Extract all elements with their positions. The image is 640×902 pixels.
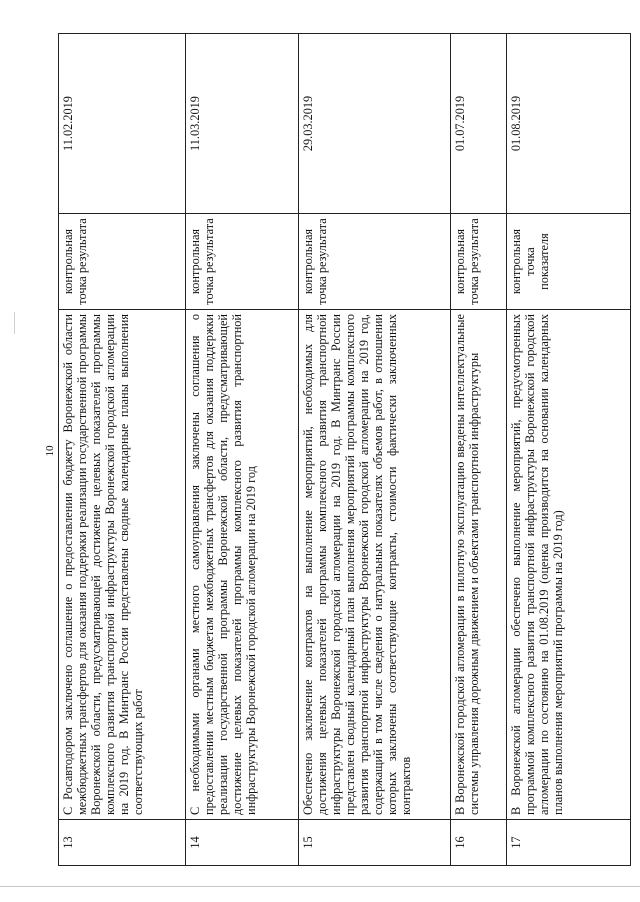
row-date: 11.02.2019 xyxy=(59,34,186,214)
row-number: 16 xyxy=(451,820,507,866)
table-row xyxy=(186,34,299,866)
table-row xyxy=(59,34,186,866)
row-kind: контрольная точка результата xyxy=(299,214,451,310)
row-kind: контрольная точка результата xyxy=(186,214,299,310)
control-points-table xyxy=(58,33,631,866)
row-kind: контрольная точка результата xyxy=(451,214,507,310)
row-number: 17 xyxy=(507,820,631,866)
row-description: С Росавтодором заключено соглашение о предоставлении бюджету Воронежской области межбюджетных трансфертов для оказания поддержки реализации государственной программы Воронежской области, предусматривающей достижение целевых показателей программы комплексного развития транспортной инфраструктуры Воронежской городской агломерации на 2019 год. В Минтранс России представлены сводные календарные планы выполнения соответствующих работ xyxy=(59,310,186,820)
row-number: 14 xyxy=(186,820,299,866)
row-number: 13 xyxy=(59,820,186,866)
row-description: В Воронежской городской агломерации в пилотную эксплуатацию введены интеллектуальные системы управления дорожным движением и объектами транспортной инфраструктуры xyxy=(451,310,507,820)
table-row xyxy=(299,34,451,866)
row-date: 01.08.2019 xyxy=(507,34,631,214)
binding-mark xyxy=(14,312,15,334)
rotated-table-wrapper xyxy=(58,34,630,866)
page-edge-line xyxy=(0,886,640,887)
row-date: 11.03.2019 xyxy=(186,34,299,214)
table-row xyxy=(507,34,631,866)
row-date: 29.03.2019 xyxy=(299,34,451,214)
table-row xyxy=(451,34,507,866)
page-number: 10 xyxy=(44,445,56,457)
row-date: 01.07.2019 xyxy=(451,34,507,214)
row-kind: контрольная точка показателя xyxy=(507,214,631,310)
row-description: С необходимыми органами местного самоуправления заключены соглашения о предоставлении местным бюджетам межбюджетных трансфертов для оказания поддержки реализации государственной программы Воронежской области, предусматривающей достижение целевых показателей программы комплексного развития транспортной инфраструктуры Воронежской городской агломерации на 2019 год xyxy=(186,310,299,820)
row-number: 15 xyxy=(299,820,451,866)
row-description: Обеспечено заключение контрактов на выполнение мероприятий, необходимых для достижения целевых показателей программы комплексного развития транспортной инфраструктуры Воронежской городской агломерации на 2019 год. В Минтранс России представлен сводный календарный план выполнения мероприятий программы комплексного развития транспортной инфраструктуры Воронежской городской агломерации на 2019 год, содержащий в том числе сведения о натуральных показателях объемов работ, в отношении которых заключены соответствующие контракты, стоимости фактически заключенных контрактов xyxy=(299,310,451,820)
row-kind: контрольная точка результата xyxy=(59,214,186,310)
row-description: В Воронежской агломерации обеспечено выполнение мероприятий, предусмотренных программой комплексного развития транспортной инфраструктуры Воронежской городской агломерации по состоянию на 01.08.2019 (оценка производится на основании календарных планов выполнения мероприятий программы на 2019 год) xyxy=(507,310,631,820)
